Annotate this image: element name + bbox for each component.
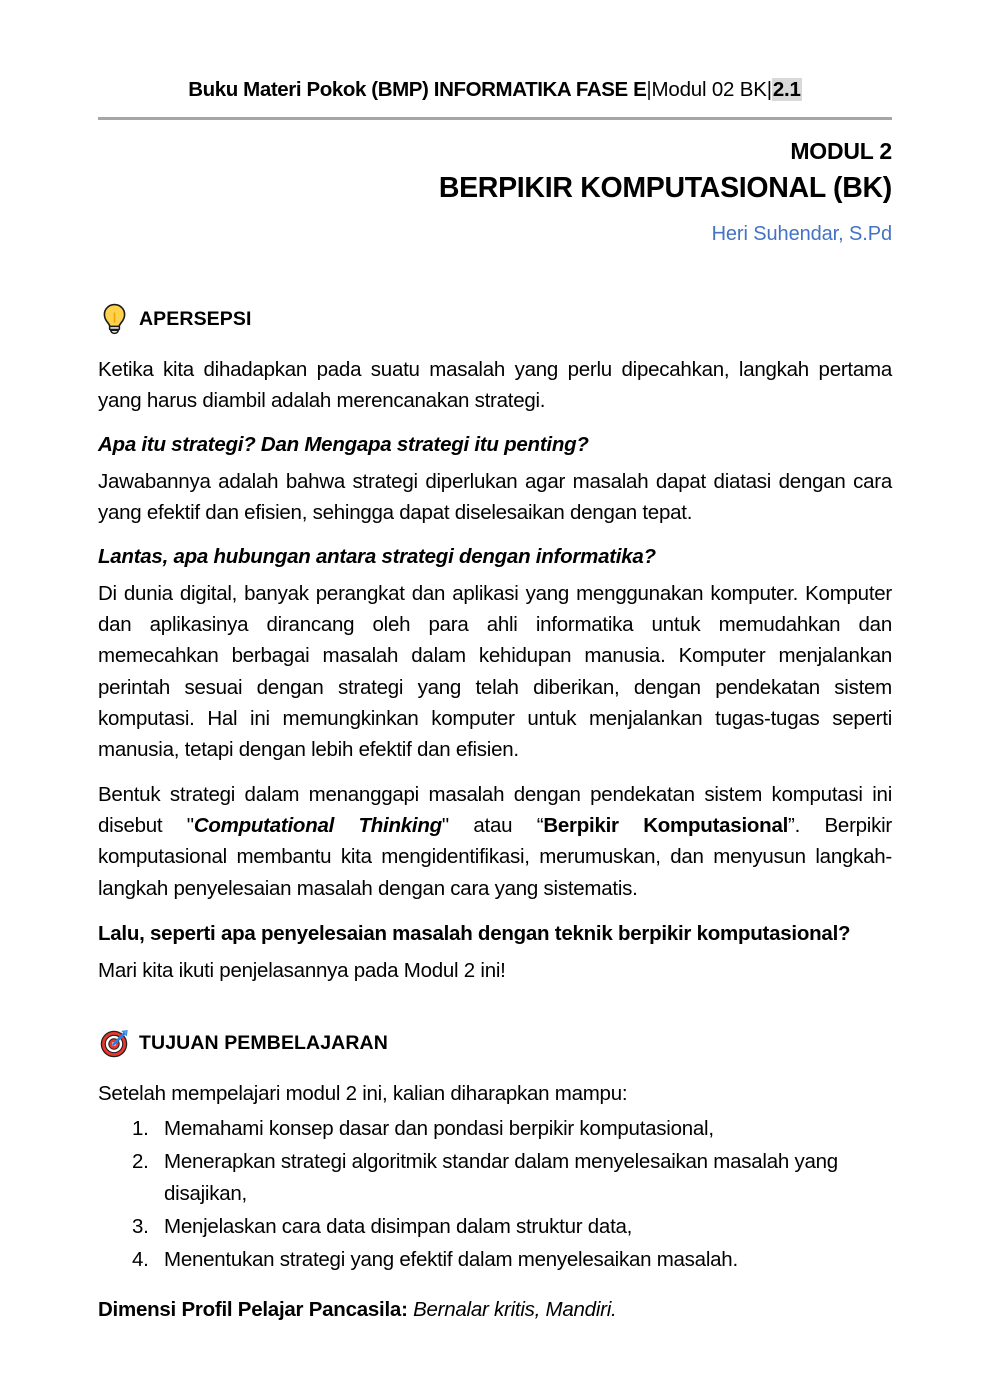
apersepsi-p4-part-3: ”. Berpikir komputasional membantu kita mengidentifikasi, merumuskan, dan menyusun langkah-langkah penyelesaian masalah dengan cara yang sistematis. [98, 814, 892, 900]
tujuan-intro: Setelah mempelajari modul 2 ini, kalian diharapkan mampu: [98, 1082, 628, 1106]
dimensi-profil-pelajar-pancasila [98, 1295, 892, 1326]
running-header-module-text: Modul 02 BK| [651, 78, 772, 101]
term-computational-thinking: Computational Thinking [193, 814, 442, 838]
section-heading-tujuan-label: TUJUAN PEMBELAJARAN [139, 1031, 388, 1054]
apersepsi-paragraph-3: Di dunia digital, banyak perangkat dan aplikasi yang menggunakan komputer. Komputer dan aplikasinya dirancang oleh para ahli informatika untuk memudahkan dan memecahkan berbagai masalah dalam kehidupan manusia. Komputer menjalankan perintah sesuai dengan strategi yang telah diberikan, dengan pendekatan sistem komputasi. Hal ini memungkinkan komputer untuk menjalankan tugas-tugas seperti manusia, tetapi dengan lebih efektif dan efisien. [98, 582, 892, 761]
learning-goals-list [98, 1113, 892, 1275]
apersepsi-paragraph-1: Ketika kita dihadapkan pada suatu masalah yang perlu dipecahkan, langkah pertama yang harus diambil adalah merencanakan strategi. [98, 358, 892, 413]
running-header [98, 0, 892, 103]
apersepsi-question-2: Lantas, apa hubungan antara strategi dengan informatika? [98, 545, 656, 569]
page-content [98, 0, 892, 1326]
dimensi-value: Bernalar kritis, Mandiri. [413, 1297, 617, 1321]
list-item: 1. Memahami konsep dasar dan pondasi berpikir komputasional, [154, 1113, 892, 1144]
target-dart-icon [98, 1026, 130, 1060]
dimensi-label: Dimensi Profil Pelajar Pancasila: [98, 1297, 408, 1321]
list-item: 2. Menerapkan strategi algoritmik standar dalam menyelesaikan masalah yang disajikan, [154, 1146, 892, 1208]
page-number-badge: 2.1 [772, 78, 801, 101]
apersepsi-p4-part-1: Bentuk strategi dalam menanggapi masalah dengan pendekatan sistem komputasi ini disebut " [98, 783, 892, 838]
section-heading-apersepsi-label: APERSEPSI [139, 307, 252, 330]
section-heading-apersepsi [98, 302, 892, 336]
section-heading-tujuan [98, 1026, 892, 1060]
running-header-bold-text: Buku Materi Pokok (BMP) INFORMATIKA FASE E [188, 78, 647, 101]
lightbulb-icon [98, 302, 130, 336]
running-header-separator: | [646, 78, 652, 101]
page-title: BERPIKIR KOMPUTASIONAL (BK) [438, 171, 892, 204]
module-label: MODUL 2 [790, 137, 892, 164]
author-name: Heri Suhendar, S.Pd [711, 223, 892, 246]
apersepsi-closing-line: Mari kita ikuti penjelasannya pada Modul 2 ini! [98, 958, 506, 982]
apersepsi-paragraph-2: Jawabannya adalah bahwa strategi diperlukan agar masalah dapat diatasi dengan cara yang efektif dan efisien, sehingga dapat diselesaikan dengan tepat. [98, 470, 892, 525]
apersepsi-paragraph-4 [98, 779, 892, 904]
apersepsi-question-1: Apa itu strategi? Dan Mengapa strategi itu penting? [98, 433, 589, 457]
apersepsi-p4-part-2: " atau “ [441, 814, 544, 838]
list-item: 4. Menentukan strategi yang efektif dalam menyelesaikan masalah. [154, 1244, 892, 1275]
header-divider-rule [98, 117, 892, 120]
apersepsi-closing-question: Lalu, seperti apa penyelesaian masalah dengan teknik berpikir komputasional? [98, 921, 851, 945]
list-item: 3. Menjelaskan cara data disimpan dalam struktur data, [154, 1211, 892, 1242]
term-berpikir-komputasional: Berpikir Komputasional [543, 814, 789, 838]
title-block [98, 136, 892, 247]
